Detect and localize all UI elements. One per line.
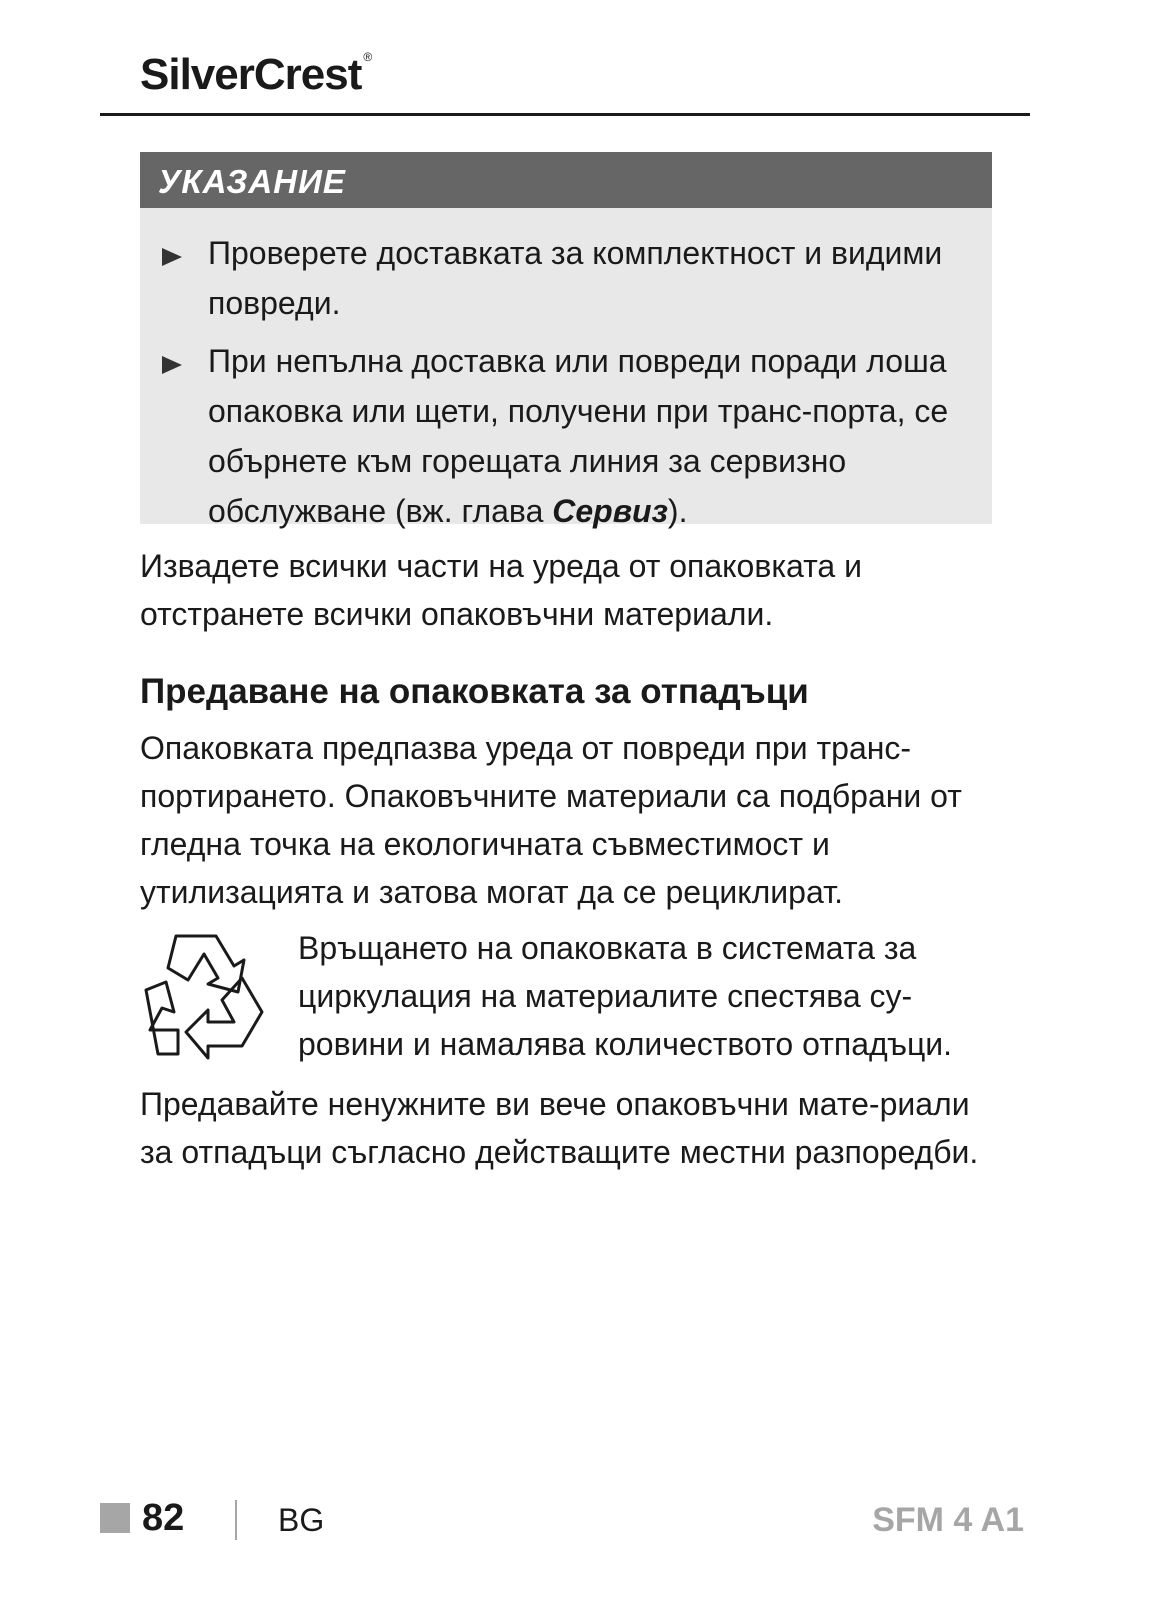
section-paragraph: Опаковката предпазва уреда от повреди при транс-портирането. Опаковъчните материали са подбрани от гледна точка на екологичната съвместимост и утилизацията и затова могат да се рециклират. <box>140 730 962 910</box>
brand-logo <box>140 50 371 100</box>
unpack-paragraph: Извадете всички части на уреда от опаковката и отстранете всички опаковъчни материали. <box>140 548 862 632</box>
header-rule <box>100 113 1030 116</box>
note-item-text <box>208 336 978 536</box>
section-heading: Предаване на опаковката за отпадъци <box>140 672 809 711</box>
service-chapter-ref: Сервиз <box>552 493 668 529</box>
bullet-arrow-icon <box>162 248 182 266</box>
bullet-arrow-icon <box>162 356 182 374</box>
note-box <box>140 152 992 529</box>
footer-square-icon <box>100 1503 130 1533</box>
footer-separator <box>235 1500 237 1540</box>
note-item-text-start: При непълна доставка или повреди поради лоша опаковка или щети, получени при транс-порта, се обърнете към горещата линия за сервизно обслужване (вж. глава <box>208 343 949 529</box>
registered-mark: ® <box>363 50 372 64</box>
recycle-icon <box>138 932 278 1062</box>
brand-name: SilverCrest <box>140 50 362 99</box>
recycle-paragraph: Връщането на опаковката в системата за циркулация на материалите спестява су-ровини и намалява количеството отпадъци. <box>298 930 953 1062</box>
note-item-text: Проверете доставката за комплектност и видими повреди. <box>208 235 943 321</box>
final-paragraph: Предавайте ненужните ви вече опаковъчни мате-риали за отпадъци съгласно действащите местни разпоредби. <box>140 1086 979 1170</box>
language-code: BG <box>278 1502 325 1538</box>
note-item-text-end: ). <box>667 493 688 529</box>
note-title: УКАЗАНИЕ <box>140 152 992 208</box>
model-number: SFM 4 A1 <box>872 1501 1024 1539</box>
page-number: 82 <box>142 1497 185 1539</box>
